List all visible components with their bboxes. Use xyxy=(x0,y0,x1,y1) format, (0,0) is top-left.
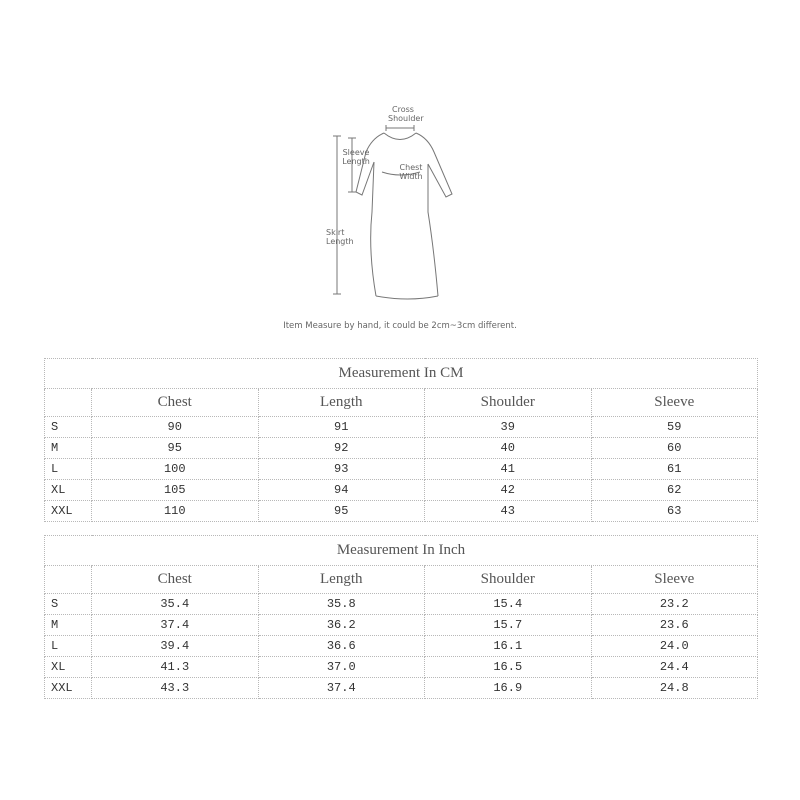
corner-cell xyxy=(45,389,92,417)
shoulder-value: 15.7 xyxy=(425,615,592,636)
sleeve-value: 23.6 xyxy=(591,615,758,636)
table-row xyxy=(45,459,758,480)
column-header-shoulder: Shoulder xyxy=(425,566,592,594)
table-row xyxy=(45,657,758,678)
size-table-inch xyxy=(44,535,758,699)
chest-value: 43.3 xyxy=(92,678,259,699)
size-label: L xyxy=(45,459,92,480)
corner-cell xyxy=(45,566,92,594)
size-table-cm xyxy=(44,358,758,522)
length-value: 35.8 xyxy=(258,594,425,615)
length-value: 37.0 xyxy=(258,657,425,678)
sleeve-value: 63 xyxy=(591,501,758,522)
table-row xyxy=(45,480,758,501)
sleeve-value: 61 xyxy=(591,459,758,480)
shoulder-value: 16.1 xyxy=(425,636,592,657)
column-header-length: Length xyxy=(258,389,425,417)
measurement-note: Item Measure by hand, it could be 2cm~3cm different. xyxy=(283,321,517,331)
size-label: M xyxy=(45,615,92,636)
shoulder-value: 41 xyxy=(425,459,592,480)
shoulder-value: 40 xyxy=(425,438,592,459)
length-value: 93 xyxy=(258,459,425,480)
sleeve-value: 62 xyxy=(591,480,758,501)
length-value: 91 xyxy=(258,417,425,438)
table-row xyxy=(45,615,758,636)
sleeve-value: 23.2 xyxy=(591,594,758,615)
shoulder-value: 42 xyxy=(425,480,592,501)
chest-value: 39.4 xyxy=(92,636,259,657)
table-row xyxy=(45,678,758,699)
size-label: S xyxy=(45,594,92,615)
cross-shoulder-label: Cross Shoulder xyxy=(388,105,424,123)
chest-value: 90 xyxy=(92,417,259,438)
length-value: 94 xyxy=(258,480,425,501)
size-label: M xyxy=(45,438,92,459)
skirt-length-label: Skirt Length xyxy=(326,228,354,246)
table-title: Measurement In CM xyxy=(45,359,758,389)
sleeve-length-label: Sleeve Length xyxy=(342,148,370,166)
sleeve-value: 24.8 xyxy=(591,678,758,699)
size-label: S xyxy=(45,417,92,438)
chest-value: 41.3 xyxy=(92,657,259,678)
sleeve-value: 59 xyxy=(591,417,758,438)
length-value: 92 xyxy=(258,438,425,459)
table-row xyxy=(45,594,758,615)
dress-measurement-diagram xyxy=(320,100,480,305)
chest-value: 95 xyxy=(92,438,259,459)
size-label: XL xyxy=(45,657,92,678)
chest-value: 35.4 xyxy=(92,594,259,615)
sleeve-value: 60 xyxy=(591,438,758,459)
size-label: XXL xyxy=(45,678,92,699)
table-row xyxy=(45,501,758,522)
sleeve-value: 24.0 xyxy=(591,636,758,657)
table-row xyxy=(45,438,758,459)
shoulder-value: 16.5 xyxy=(425,657,592,678)
column-header-chest: Chest xyxy=(92,566,259,594)
column-header-length: Length xyxy=(258,566,425,594)
table-row xyxy=(45,417,758,438)
column-header-chest: Chest xyxy=(92,389,259,417)
length-value: 37.4 xyxy=(258,678,425,699)
size-label: XXL xyxy=(45,501,92,522)
chest-value: 37.4 xyxy=(92,615,259,636)
column-header-sleeve: Sleeve xyxy=(591,566,758,594)
column-header-sleeve: Sleeve xyxy=(591,389,758,417)
table-title: Measurement In Inch xyxy=(45,536,758,566)
chest-width-label: Chest Width xyxy=(399,163,423,181)
size-label: XL xyxy=(45,480,92,501)
column-header-shoulder: Shoulder xyxy=(425,389,592,417)
shoulder-value: 16.9 xyxy=(425,678,592,699)
shoulder-value: 39 xyxy=(425,417,592,438)
shoulder-value: 15.4 xyxy=(425,594,592,615)
chest-value: 110 xyxy=(92,501,259,522)
length-value: 36.6 xyxy=(258,636,425,657)
chest-value: 105 xyxy=(92,480,259,501)
chest-value: 100 xyxy=(92,459,259,480)
shoulder-value: 43 xyxy=(425,501,592,522)
table-row xyxy=(45,636,758,657)
sleeve-value: 24.4 xyxy=(591,657,758,678)
length-value: 95 xyxy=(258,501,425,522)
dress-outline-illustration xyxy=(320,100,480,305)
size-label: L xyxy=(45,636,92,657)
length-value: 36.2 xyxy=(258,615,425,636)
